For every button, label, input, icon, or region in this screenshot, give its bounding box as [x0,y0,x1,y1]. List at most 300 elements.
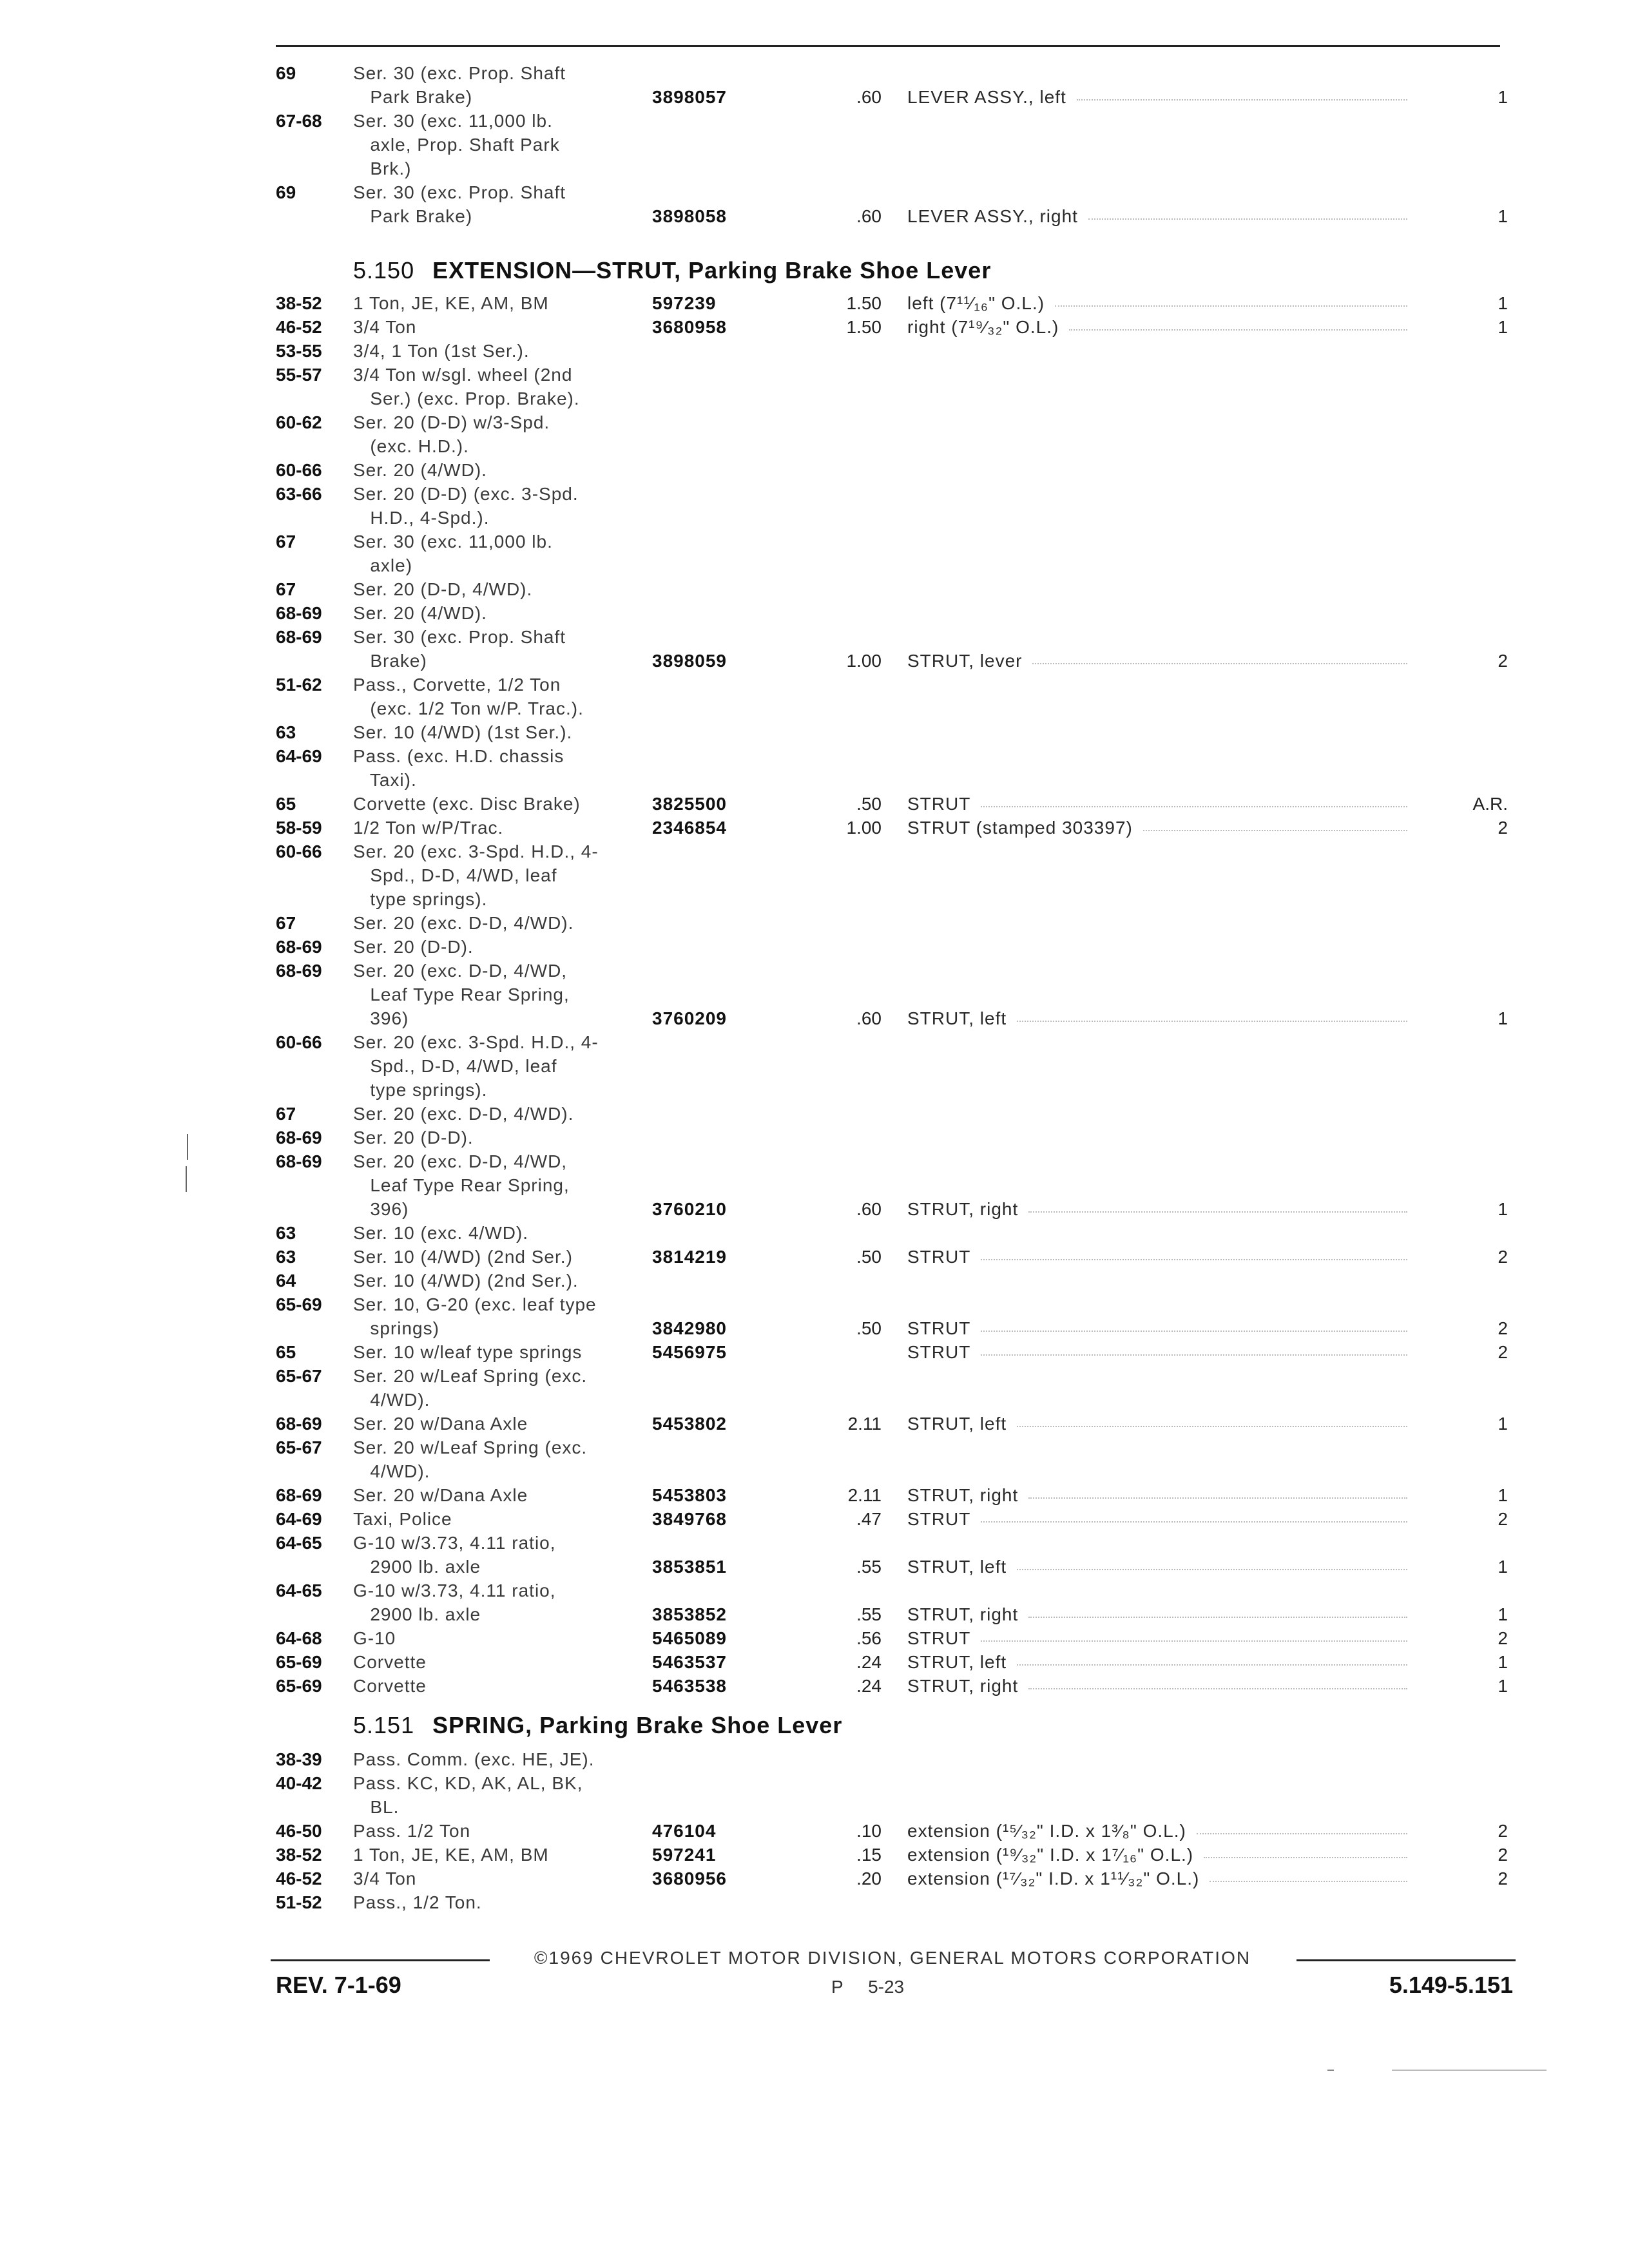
year-range: 38-39 [276,1749,322,1769]
catalog-row [0,959,1629,983]
year-range: 68-69 [276,961,322,981]
section-caption: EXTENSION—STRUT, Parking Brake Shoe Lever [432,257,992,284]
part-number: 3825500 [652,794,728,814]
part-number: 3849768 [652,1509,728,1529]
price: .47 [856,1509,882,1529]
margin-mark [186,1166,187,1192]
year-range: 68-69 [276,1485,322,1505]
part-number: 3760209 [652,1008,728,1028]
application: 2900 lb. axle [353,1557,481,1577]
catalog-row [0,180,1629,205]
year-range: 67 [276,1104,296,1124]
description: LEVER ASSY., right [907,206,1078,226]
price: .10 [856,1821,882,1841]
leader-dots [1069,329,1407,331]
leader-dots [1210,1881,1407,1882]
leader-dots [1055,305,1407,307]
year-range: 69 [276,63,296,83]
application: Pass. KC, KD, AK, AL, BK, [353,1773,583,1793]
catalog-row [0,1364,1629,1389]
part-number: 2346854 [652,818,728,838]
catalog-row [0,935,1629,959]
application: Ser. 10, G-20 (exc. leaf type [353,1294,597,1314]
application: axle) [353,555,413,575]
application: 3/4 Ton w/sgl. wheel (2nd [353,365,573,385]
description: STRUT [907,1318,971,1338]
application: Brake) [353,651,427,671]
quantity: 2 [1498,651,1508,671]
application: Pass., 1/2 Ton. [353,1892,482,1912]
description: STRUT [907,1509,971,1529]
price: .24 [856,1652,882,1672]
catalog-row [0,1054,1629,1079]
part-number: 597239 [652,293,717,313]
leader-dots [1017,1664,1407,1666]
description: STRUT [907,794,971,814]
catalog-row [0,1173,1629,1198]
year-range: 60-62 [276,412,322,432]
part-number: 3898058 [652,206,728,226]
application: Spd., D-D, 4/WD, leaf [353,1056,557,1076]
catalog-row [0,840,1629,864]
application: Ser. 20 (D-D) w/3-Spd. [353,412,550,432]
part-number: 3853852 [652,1604,728,1624]
price: 1.00 [846,651,882,671]
leader-dots [1017,1021,1407,1022]
catalog-row [0,577,1629,602]
footer-rule-left [271,1959,490,1961]
catalog-row [0,673,1629,697]
catalog-row [0,434,1629,459]
leader-dots [1143,830,1407,831]
application: Ser. 10 (4/WD) (1st Ser.). [353,722,573,742]
application: Ser. 30 (exc. Prop. Shaft [353,63,566,83]
top-rule [276,45,1500,47]
description: left (7¹¹⁄₁₆" O.L.) [907,293,1045,313]
year-range: 65 [276,794,296,814]
catalog-row [0,1245,1629,1269]
catalog-row [0,1867,1629,1891]
application: 3/4 Ton [353,317,417,337]
leader-dots [1088,218,1407,220]
application: Corvette (exc. Disc Brake) [353,794,581,814]
application: Ser. 10 (exc. 4/WD). [353,1223,529,1243]
leader-dots [1028,1617,1407,1618]
year-range: 64-68 [276,1628,322,1648]
catalog-row [0,1078,1629,1102]
application: 4/WD). [353,1390,430,1410]
year-range: 58-59 [276,818,322,838]
year-range: 67 [276,532,296,552]
catalog-row [0,1269,1629,1293]
page-number: P 5-23 [831,1977,905,1997]
quantity: 1 [1498,1414,1508,1434]
price: .60 [856,206,882,226]
catalog-row [0,363,1629,387]
catalog-row [0,1149,1629,1174]
application: (exc. 1/2 Ton w/P. Trac.). [353,698,584,718]
year-range: 53-55 [276,341,322,361]
scan-speck [1392,2070,1547,2071]
revision-date: REV. 7-1-69 [276,1972,401,1998]
description: STRUT, right [907,1676,1019,1696]
quantity: 1 [1498,1604,1508,1624]
catalog-row [0,1221,1629,1245]
year-range: 63 [276,1247,296,1267]
year-range: 64 [276,1271,296,1291]
catalog-row [0,1674,1629,1698]
catalog-row [0,1412,1629,1436]
description: STRUT, right [907,1485,1019,1505]
year-range: 38-52 [276,293,322,313]
application: Taxi). [353,770,417,790]
year-range: 65-69 [276,1652,322,1672]
application: Corvette [353,1652,427,1672]
application: Ser. 10 w/leaf type springs [353,1342,583,1362]
catalog-row [0,1388,1629,1412]
leader-dots [1028,1688,1407,1689]
catalog-row [0,1890,1629,1915]
catalog-row [0,1293,1629,1317]
part-number: 476104 [652,1821,717,1841]
price: .50 [856,794,882,814]
description: extension (¹⁵⁄₃₂" I.D. x 1³⁄₈" O.L.) [907,1821,1186,1841]
part-number: 3898057 [652,87,728,107]
application: Park Brake) [353,206,473,226]
catalog-row [0,85,1629,110]
price: .60 [856,1008,882,1028]
section-heading-5-150 [353,255,991,287]
section-number: 5.151 [353,1712,415,1738]
description: STRUT, left [907,1652,1007,1672]
year-range: 67 [276,913,296,933]
catalog-row [0,863,1629,888]
price: 2.11 [847,1414,882,1434]
part-number: 5465089 [652,1628,728,1648]
year-range: 64-65 [276,1581,322,1600]
price: .50 [856,1318,882,1338]
year-range: 67-68 [276,111,322,131]
part-number: 5463538 [652,1676,728,1696]
application: Ser. 10 (4/WD) (2nd Ser.) [353,1247,573,1267]
part-number: 3853851 [652,1557,728,1577]
copyright-line: ©1969 CHEVROLET MOTOR DIVISION, GENERAL MOTORS CORPORATION [534,1948,1251,1968]
price: .56 [856,1628,882,1648]
price: .20 [856,1869,882,1888]
price: .15 [856,1845,882,1865]
year-range: 63-66 [276,484,322,504]
application: 396) [353,1199,409,1219]
section-caption: SPRING, Parking Brake Shoe Lever [432,1712,843,1738]
year-range: 65-67 [276,1437,322,1457]
application: Brk.) [353,159,412,178]
description: right (7¹⁹⁄₃₂" O.L.) [907,317,1059,337]
application: Spd., D-D, 4/WD, leaf [353,865,557,885]
part-number: 5463537 [652,1652,728,1672]
margin-mark [187,1134,188,1160]
catalog-row [0,792,1629,816]
description: STRUT, right [907,1604,1019,1624]
quantity: 2 [1498,1628,1508,1648]
year-range: 60-66 [276,460,322,480]
catalog-row [0,387,1629,411]
description: STRUT (stamped 303397) [907,818,1133,838]
price: 1.50 [846,317,882,337]
catalog-row [0,482,1629,506]
year-range: 68-69 [276,937,322,957]
quantity: 2 [1498,1869,1508,1888]
application: Pass. (exc. H.D. chassis [353,746,564,766]
application: G-10 [353,1628,396,1648]
leader-dots [1204,1857,1407,1858]
leader-dots [1017,1569,1407,1570]
description: extension (¹⁷⁄₃₂" I.D. x 1¹¹⁄₃₂" O.L.) [907,1869,1200,1888]
catalog-row [0,720,1629,745]
catalog-row [0,601,1629,626]
application: Pass. 1/2 Ton [353,1821,471,1841]
description: STRUT [907,1628,971,1648]
quantity: 1 [1498,87,1508,107]
year-range: 38-52 [276,1845,322,1865]
catalog-row [0,1316,1629,1341]
price: .55 [856,1604,882,1624]
application: Leaf Type Rear Spring, [353,1175,570,1195]
part-number: 3842980 [652,1318,728,1338]
catalog-row [0,1650,1629,1675]
application: Pass., Corvette, 1/2 Ton [353,675,561,695]
catalog-row [0,291,1629,316]
year-range: 68-69 [276,603,322,623]
catalog-row [0,911,1629,936]
catalog-row [0,768,1629,793]
catalog-row [0,506,1629,530]
application: Ser. 20 (exc. D-D, 4/WD). [353,1104,574,1124]
year-range: 60-66 [276,1032,322,1052]
quantity: 1 [1498,1199,1508,1219]
year-range: 63 [276,1223,296,1243]
quantity: 1 [1498,1485,1508,1505]
quantity: 2 [1498,818,1508,838]
leader-dots [1077,99,1407,101]
year-range: 67 [276,579,296,599]
catalog-row [0,1771,1629,1796]
application: H.D., 4-Spd.). [353,508,490,528]
quantity: 2 [1498,1247,1508,1267]
year-range: 69 [276,182,296,202]
application: Ser.) (exc. Prop. Brake). [353,389,580,408]
catalog-row [0,1102,1629,1126]
application: Park Brake) [353,87,473,107]
description: LEVER ASSY., left [907,87,1066,107]
application: 3/4 Ton [353,1869,417,1888]
catalog-row [0,458,1629,483]
application: Ser. 20 (D-D). [353,937,474,957]
year-range: 55-57 [276,365,322,385]
catalog-row [0,1555,1629,1579]
application: 3/4, 1 Ton (1st Ser.). [353,341,530,361]
year-range: 65-67 [276,1366,322,1386]
leader-dots [1032,663,1407,664]
catalog-row [0,1747,1629,1772]
section-heading-5-151 [353,1709,842,1742]
catalog-row [0,1340,1629,1365]
application: Ser. 30 (exc. Prop. Shaft [353,182,566,202]
leader-dots [981,1354,1407,1356]
description: STRUT, left [907,1414,1007,1434]
application: Leaf Type Rear Spring, [353,985,570,1004]
application: Ser. 20 (exc. D-D, 4/WD, [353,1151,568,1171]
catalog-row [0,1602,1629,1627]
application: Ser. 20 (exc. 3-Spd. H.D., 4- [353,1032,599,1052]
price: .50 [856,1247,882,1267]
price: .60 [856,1199,882,1219]
catalog-row [0,697,1629,721]
application: 2900 lb. axle [353,1604,481,1624]
price: 2.11 [847,1485,882,1505]
catalog-row [0,1843,1629,1867]
catalog-row [0,1197,1629,1222]
year-range: 68-69 [276,1151,322,1171]
catalog-row [0,133,1629,157]
leader-dots [1028,1211,1407,1213]
application: Ser. 20 (4/WD). [353,603,487,623]
leader-dots [981,1331,1407,1332]
year-range: 51-52 [276,1892,322,1912]
section-number: 5.150 [353,257,415,284]
catalog-row [0,1126,1629,1150]
price: .60 [856,87,882,107]
description: STRUT [907,1342,971,1362]
application: 1 Ton, JE, KE, AM, BM [353,1845,549,1865]
catalog-row [0,204,1629,229]
catalog-row [0,744,1629,769]
application: Ser. 30 (exc. 11,000 lb. [353,532,553,552]
year-range: 46-52 [276,317,322,337]
leader-dots [1028,1497,1407,1499]
application: Ser. 20 w/Leaf Spring (exc. [353,1366,588,1386]
catalog-row [0,1006,1629,1031]
description: STRUT [907,1247,971,1267]
catalog-row [0,1459,1629,1484]
part-number: 597241 [652,1845,717,1865]
part-number: 5453803 [652,1485,728,1505]
application: type springs). [353,889,488,909]
price: 1.50 [846,293,882,313]
application: 4/WD). [353,1461,430,1481]
application: Ser. 20 (D-D) (exc. 3-Spd. [353,484,579,504]
leader-dots [981,1521,1407,1523]
application: Ser. 20 (D-D, 4/WD). [353,579,533,599]
quantity: 1 [1498,1652,1508,1672]
year-range: 68-69 [276,627,322,647]
application: (exc. H.D.). [353,436,469,456]
quantity: 1 [1498,293,1508,313]
leader-dots [1017,1426,1407,1427]
application: 1/2 Ton w/P/Trac. [353,818,504,838]
year-range: 46-50 [276,1821,322,1841]
application: Ser. 20 w/Leaf Spring (exc. [353,1437,588,1457]
description: STRUT, lever [907,651,1023,671]
catalog-row [0,1030,1629,1055]
year-range: 64-69 [276,746,322,766]
catalog-row [0,410,1629,435]
catalog-row [0,553,1629,578]
year-range: 64-65 [276,1533,322,1553]
application: Ser. 20 w/Dana Axle [353,1485,528,1505]
part-number: 5453802 [652,1414,728,1434]
application: Ser. 30 (exc. Prop. Shaft [353,627,566,647]
catalog-row [0,109,1629,133]
application: G-10 w/3.73, 4.11 ratio, [353,1533,556,1553]
leader-dots [981,1259,1407,1260]
year-range: 65-69 [276,1676,322,1696]
application: Ser. 20 w/Dana Axle [353,1414,528,1434]
year-range: 68-69 [276,1128,322,1148]
scan-speck [1327,2070,1334,2071]
year-range: 46-52 [276,1869,322,1888]
description: STRUT, left [907,1557,1007,1577]
application: type springs). [353,1080,488,1100]
catalog-row [0,1819,1629,1843]
application: Taxi, Police [353,1509,452,1529]
application: 1 Ton, JE, KE, AM, BM [353,293,549,313]
application: Ser. 20 (exc. 3-Spd. H.D., 4- [353,841,599,861]
application: Corvette [353,1676,427,1696]
application: Ser. 30 (exc. 11,000 lb. [353,111,553,131]
price: .24 [856,1676,882,1696]
quantity: 1 [1498,1557,1508,1577]
year-range: 51-62 [276,675,322,695]
section-range: 5.149-5.151 [1389,1972,1513,1998]
application: Ser. 20 (exc. D-D, 4/WD, [353,961,568,981]
application: axle, Prop. Shaft Park [353,135,560,155]
catalog-row [0,315,1629,340]
quantity: 2 [1498,1318,1508,1338]
leader-dots [1197,1833,1407,1834]
year-range: 40-42 [276,1773,322,1793]
catalog-row [0,339,1629,363]
application: springs) [353,1318,439,1338]
part-number: 3898059 [652,651,728,671]
application: Ser. 20 (4/WD). [353,460,487,480]
year-range: 64-69 [276,1509,322,1529]
quantity: 2 [1498,1509,1508,1529]
application: BL. [353,1797,400,1817]
application: 396) [353,1008,409,1028]
catalog-row [0,61,1629,86]
application: Ser. 20 (exc. D-D, 4/WD). [353,913,574,933]
quantity: 1 [1498,317,1508,337]
catalog-row [0,1579,1629,1603]
catalog-row [0,157,1629,181]
catalog-row [0,649,1629,673]
application: Pass. Comm. (exc. HE, JE). [353,1749,595,1769]
part-number: 3814219 [652,1247,728,1267]
catalog-row [0,1626,1629,1651]
catalog-row [0,1795,1629,1820]
catalog-row [0,625,1629,649]
quantity: 2 [1498,1821,1508,1841]
year-range: 65-69 [276,1294,322,1314]
year-range: 68-69 [276,1414,322,1434]
application: Ser. 20 (D-D). [353,1128,474,1148]
description: STRUT, left [907,1008,1007,1028]
catalog-row [0,1507,1629,1532]
quantity: 1 [1498,1008,1508,1028]
catalog-row [0,530,1629,554]
catalog-row [0,1531,1629,1555]
year-range: 63 [276,722,296,742]
